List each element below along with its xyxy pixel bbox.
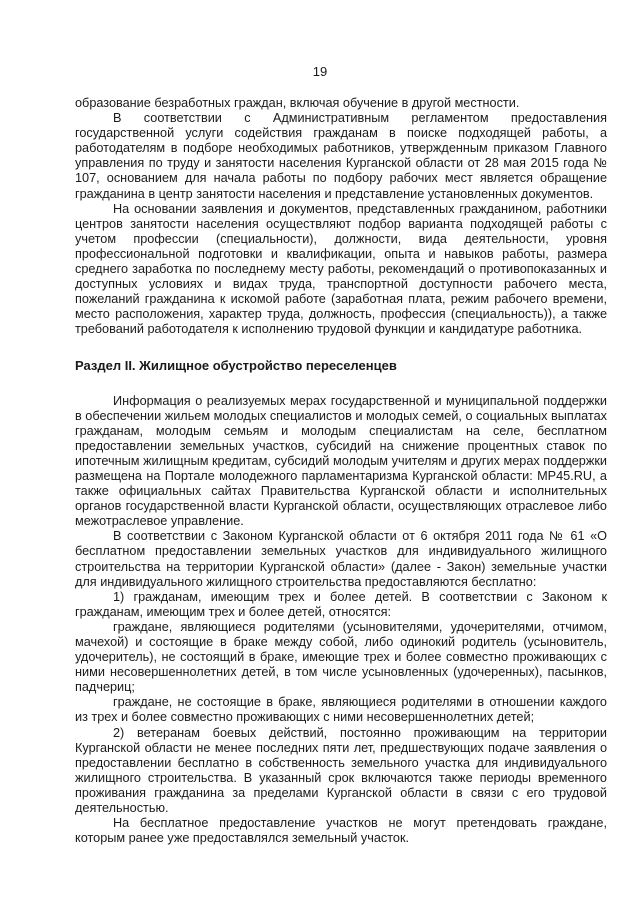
section-heading: Раздел II. Жилищное обустройство переселенцев	[75, 357, 397, 373]
list-subitem: граждане, не состоящие в браке, являющиеся родителями в отношении каждого из трех и более совместно проживающих с ними несовершеннолетних детей;	[75, 695, 607, 725]
paragraph: образование безработных граждан, включая обучение в другой местности.	[75, 96, 520, 110]
list-item: 1) гражданам, имеющим трех и более детей. В соответствии с Законом к гражданам, имеющим трех и более детей, относятся:	[75, 589, 607, 619]
document-body	[75, 96, 607, 846]
page-number: 19	[312, 64, 328, 79]
paragraph: В соответствии с Административным регламентом предоставления государственной услуги содействия гражданам в поиске подходящей работы, а работодателям в подборе необходимых работников, утвержденным приказом Главного управления по труду и занятости населения Курганской области от 28 мая 2015 года № 107, основанием для начала работы по подбору рабочих мест является обращение гражданина в центр занятости населения и представление установленных документов.	[75, 111, 607, 201]
paragraph: На бесплатное предоставление участков не могут претендовать граждане, которым ранее уже предоставлялся земельный участок.	[75, 816, 607, 846]
paragraph: На основании заявления и документов, представленных гражданином, работники центров занятости населения осуществляют подбор варианта подходящей работы с учетом профессии (специальности), должности, вида деятельности, уровня профессиональной подготовки и квалификации, опыта и навыков работы, размера среднего заработка по последнему месту работы, рекомендаций о противопоказанных и доступных условиях и видах труда, транспортной доступности рабочего места, пожеланий гражданина к искомой работе (заработная плата, режим рабочего времени, место расположения, характер труда, должность, профессия (специальность)), а также требований работодателя к исполнению трудовой функции и кандидатуре работника.	[75, 201, 607, 337]
list-item: 2) ветеранам боевых действий, постоянно проживающим на территории Курганской области не менее последних пяти лет, предшествующих подаче заявления о предоставлении бесплатно в собственность земельного участка для индивидуального жилищного строительства. В указанный срок включаются также периоды временного проживания гражданина за пределами Курганской области в связи с его трудовой деятельностью.	[75, 725, 607, 816]
paragraph: Информация о реализуемых мерах государственной и муниципальной поддержки в обеспечении жильем молодых специалистов и молодых семей, о социальных выплатах гражданам, молодым семьям и молодым специалистам на селе, бесплатном предоставлении земельных участков, субсидий на снижение процентных ставок по ипотечным жилищным кредитам, субсидий молодым учителям и других мерах поддержки размещена на Портале молодежного парламентаризма Курганской области: MP45.RU, а также официальных сайтах Правительства Курганской области и исполнительных органов государственной власти Курганской области, осуществляющих отраслевое либо межотраслевое управление.	[75, 393, 607, 529]
paragraph: В соответствии с Законом Курганской области от 6 октября 2011 года № 61 «О бесплатном предоставлении земельных участков для индивидуального жилищного строительства на территории Курганской области» (далее - Закон) земельные участки для индивидуального жилищного строительства предоставляются бесплатно:	[75, 529, 607, 589]
list-subitem: граждане, являющиеся родителями (усыновителями, удочерителями, отчимом, мачехой) и состоящие в браке между собой, либо одинокий родитель (усыновитель, удочеритель), не состоящий в браке, имеющие трех и более совместно проживающих с ними несовершеннолетних детей, в том числе усыновленных (удочеренных), пасынков, падчериц;	[75, 619, 607, 695]
